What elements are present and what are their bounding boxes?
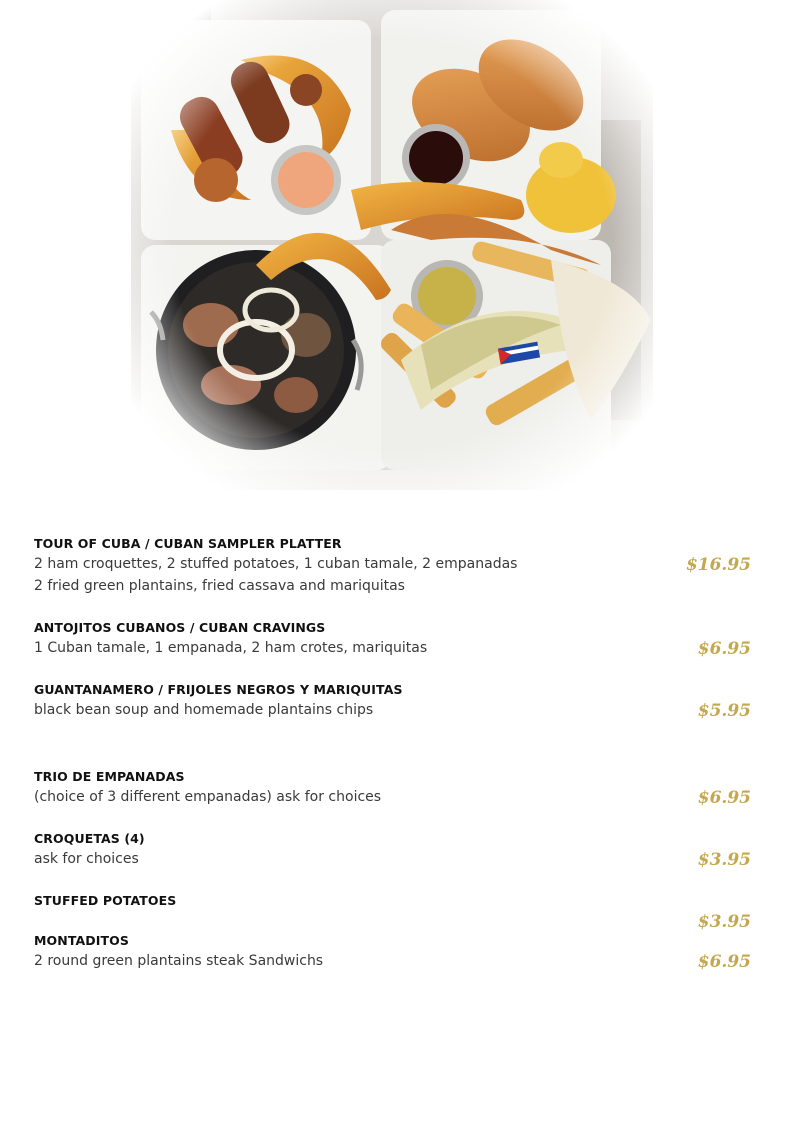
menu-item (34, 681, 751, 721)
item-name: STUFFED POTATOES (34, 893, 177, 908)
item-description: black bean soup and homemade plantains chips (34, 702, 374, 718)
item-description: 1 Cuban tamale, 1 empanada, 2 ham crotes, mariquitas (34, 640, 428, 656)
item-price: $16.95 (685, 555, 751, 575)
item-name: ANTOJITOS CUBANOS / CUBAN CRAVINGS (34, 620, 326, 635)
menu-item (34, 619, 751, 659)
item-name: MONTADITOS (34, 933, 129, 948)
item-price: $6.95 (697, 952, 751, 972)
item-description: 2 fried green plantains, fried cassava and mariquitas (34, 578, 405, 594)
food-platter-photo (131, 0, 653, 490)
item-description: ask for choices (34, 851, 139, 867)
item-description: 2 ham croquettes, 2 stuffed potatoes, 1 cuban tamale, 2 empanadas (34, 556, 518, 572)
menu-item (34, 768, 751, 808)
item-name: TRIO DE EMPANADAS (34, 769, 185, 784)
item-name: TOUR OF CUBA / CUBAN SAMPLER PLATTER (34, 536, 342, 551)
item-price: $3.95 (697, 912, 751, 932)
item-price: $6.95 (697, 788, 751, 808)
item-description: (choice of 3 different empanadas) ask for choices (34, 789, 382, 805)
item-name: GUANTANAMERO / FRIJOLES NEGROS Y MARIQUITAS (34, 682, 403, 697)
item-price: $3.95 (697, 850, 751, 870)
menu-item (34, 535, 751, 597)
menu-item (34, 932, 751, 972)
menu-item (34, 892, 751, 910)
item-price: $6.95 (697, 639, 751, 659)
item-description: 2 round green plantains steak Sandwichs (34, 953, 324, 969)
item-price: $5.95 (697, 701, 751, 721)
menu-item (34, 830, 751, 870)
item-name: CROQUETAS (4) (34, 831, 145, 846)
